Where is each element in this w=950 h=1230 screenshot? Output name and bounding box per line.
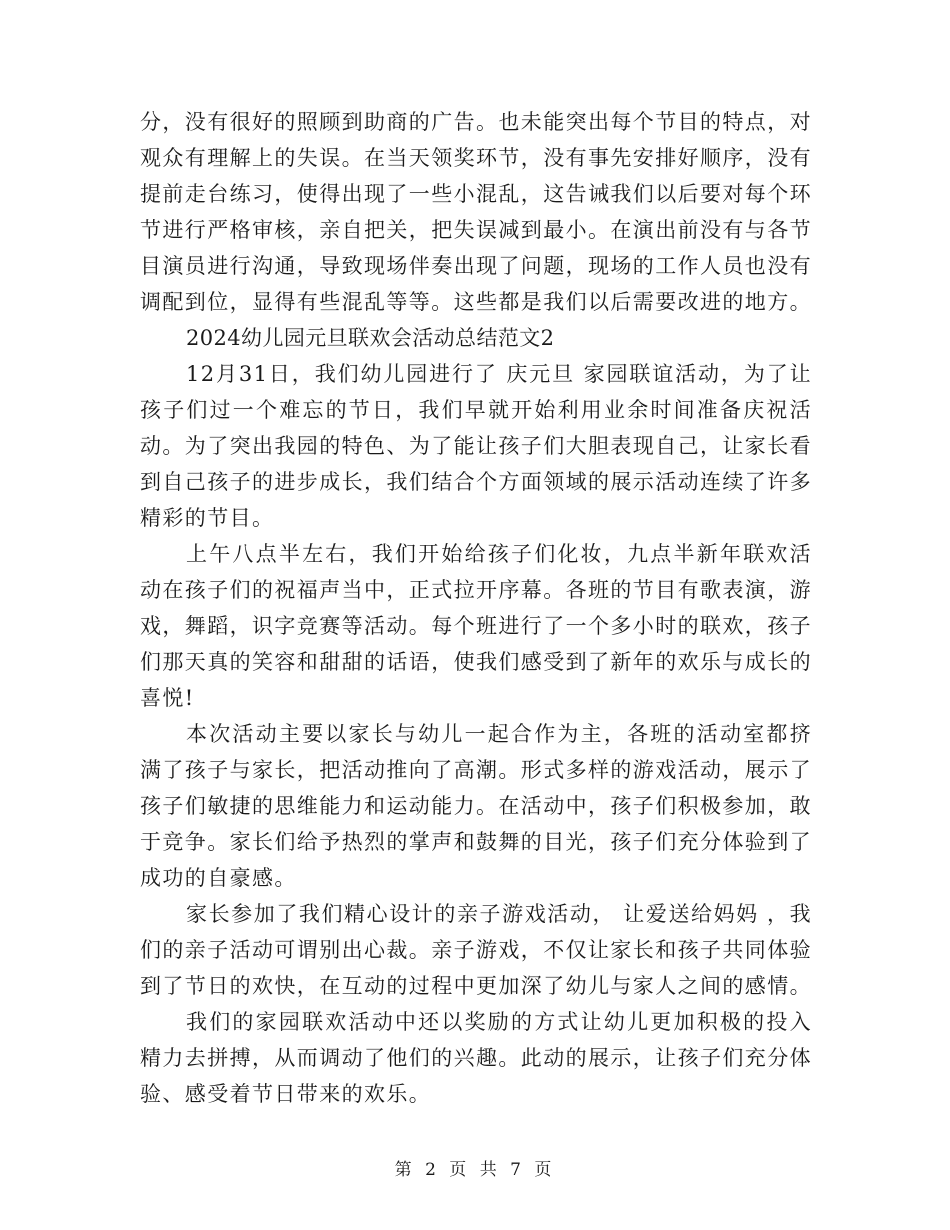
paragraph: 我们的家园联欢活动中还以奖励的方式让幼儿更加积极的投入精力去拼搏，从而调动了他们的兴趣。此动的展示，让孩子们充分体验、感受着节日带来的欢乐。 xyxy=(140,1010,812,1106)
paragraph: 家长参加了我们精心设计的亲子游戏活动， 让爱送给妈妈 ，我们的亲子活动可谓别出心裁。亲子游戏，不仅让家长和孩子共同体验到了节日的欢快，在互动的过程中更加深了幼儿与家人之间的感情。 xyxy=(140,902,812,998)
document-body xyxy=(140,104,812,1112)
page-number-footer: 第 2 页 共 7 页 xyxy=(394,1160,556,1180)
paragraph-continuation: 分，没有很好的照顾到助商的广告。也未能突出每个节目的特点，对观众有理解上的失误。在当天领奖环节，没有事先安排好顺序，没有提前走台练习，使得出现了一些小混乱，这告诫我们以后要对每个环节进行严格审核，亲自把关，把失误减到最小。在演出前没有与各节目演员进行沟通，导致现场伴奏出现了问题，现场的工作人员也没有调配到位，显得有些混乱等等。这些都是我们以后需要改进的地方。 xyxy=(140,110,812,314)
paragraph: 本次活动主要以家长与幼儿一起合作为主，各班的活动室都挤满了孩子与家长，把活动推向了高潮。形式多样的游戏活动，展示了孩子们敏捷的思维能力和运动能力。在活动中，孩子们积极参加，敢于竞争。家长们给予热烈的掌声和鼓舞的目光，孩子们充分体验到了成功的自豪感。 xyxy=(140,722,812,890)
paragraph: 上午八点半左右，我们开始给孩子们化妆，九点半新年联欢活动在孩子们的祝福声当中，正式拉开序幕。各班的节目有歌表演，游戏，舞蹈，识字竞赛等活动。每个班进行了一个多小时的联欢，孩子们那天真的笑容和甜甜的话语，使我们感受到了新年的欢乐与成长的喜悦! xyxy=(140,542,812,710)
section-heading: 2024幼儿园元旦联欢会活动总结范文2 xyxy=(186,326,555,350)
paragraph: 12月31日，我们幼儿园进行了 庆元旦 家园联谊活动，为了让孩子们过一个难忘的节日，我们早就开始利用业余时间准备庆祝活动。为了突出我园的特色、为了能让孩子们大胆表现自己，让家长看到自己孩子的进步成长，我们结合个方面领域的展示活动连续了许多精彩的节目。 xyxy=(140,362,812,530)
